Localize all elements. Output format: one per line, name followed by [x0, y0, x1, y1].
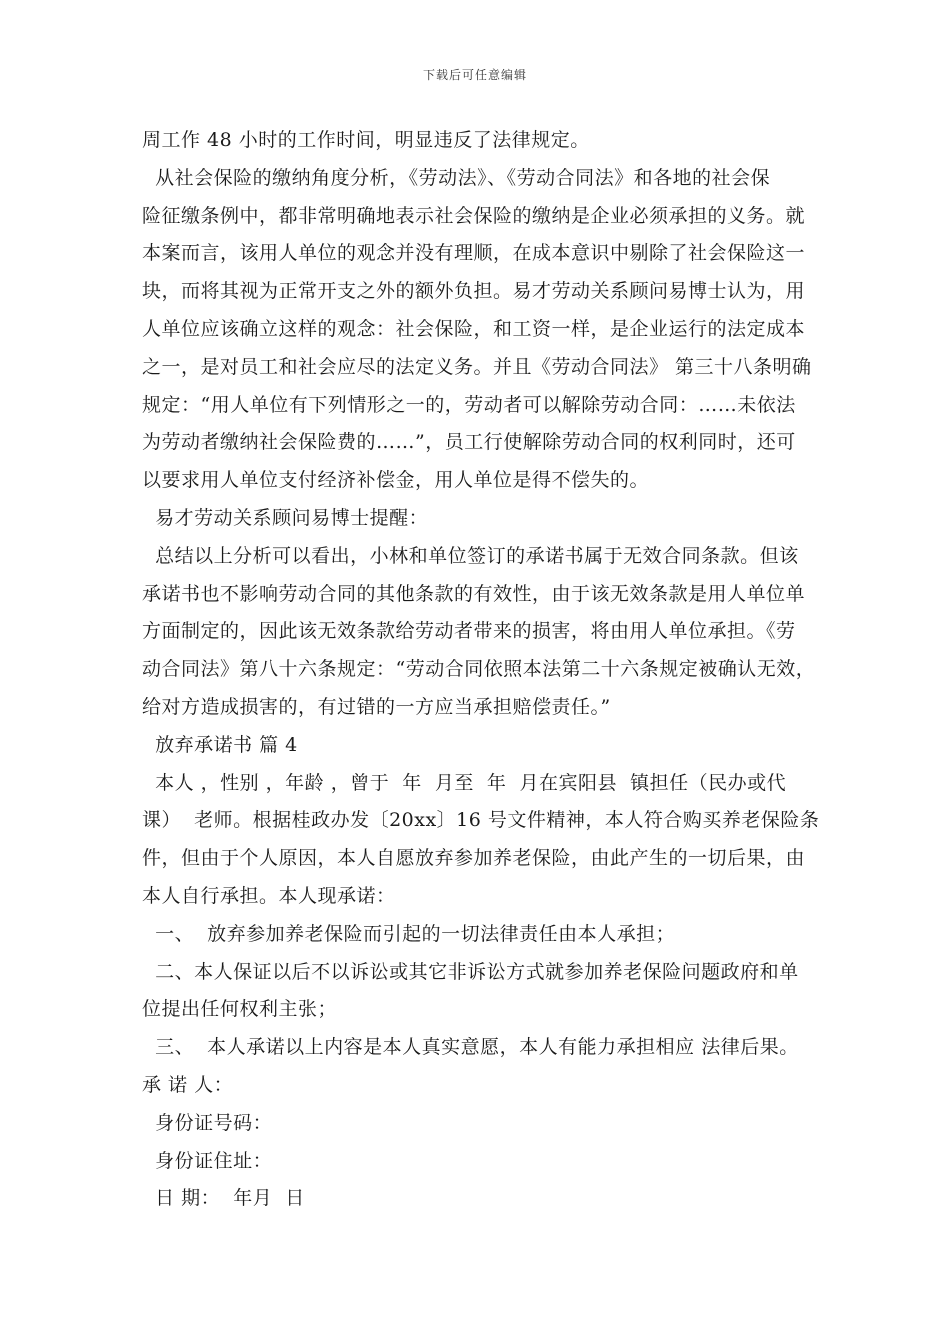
text-line: 本人 ，性别 ，年龄 ，曾于 年 月至 年 月在宾阳县 镇担任（民办或代	[142, 771, 787, 794]
text-line: 为劳动者缴纳社会保险费的……”，员工行使解除劳动合同的权利同时，还可	[142, 431, 796, 454]
text-line: 课） 老师。根据桂政办发〔20xx〕16 号文件精神，本人符合购买养老保险条	[142, 809, 820, 832]
text-line: 动合同法》第八十六条规定：“劳动合同依照本法第二十六条规定被确认无效，	[142, 658, 816, 681]
text-line: 方面制定的，因此该无效条款给劳动者带来的损害，将由用人单位承担。《劳	[142, 620, 796, 643]
text-line: 给对方造成损害的，有过错的一方应当承担赔偿责任。”	[142, 695, 611, 718]
text-line: 以要求用人单位支付经济补偿金，用人单位是得不偿失的。	[142, 469, 650, 492]
section-title: 放弃承诺书 篇 4	[142, 733, 298, 756]
text-line: 承诺书也不影响劳动合同的其他条款的有效性，由于该无效条款是用人单位单	[142, 582, 806, 605]
pledge-item: 一、 放弃参加养老保险而引起的一切法律责任由本人承担；	[142, 922, 676, 945]
id-number-label: 身份证号码：	[142, 1111, 273, 1134]
text-line: 人单位应该确立这样的观念：社会保险，和工资一样，是企业运行的法定成本	[142, 317, 806, 340]
text-line: 规定：“用人单位有下列情形之一的，劳动者可以解除劳动合同：……未依法	[142, 393, 796, 416]
text-line: 险征缴条例中，都非常明确地表示社会保险的缴纳是企业必须承担的义务。就	[142, 204, 806, 227]
text-line: 周工作 48 小时的工作时间，明显违反了法律规定。	[142, 129, 590, 151]
text-line: 本案而言，该用人单位的观念并没有理顺，在成本意识中剔除了社会保险这一	[142, 242, 806, 265]
date-label: 日 期： 年月 日	[142, 1187, 305, 1210]
text-line: 总结以上分析可以看出，小林和单位签订的承诺书属于无效合同条款。但该	[142, 544, 799, 567]
signer-label: 承 诺 人：	[142, 1073, 234, 1096]
section-heading: 易才劳动关系顾问易博士提醒：	[142, 506, 429, 529]
document-body	[142, 122, 822, 1218]
pledge-item: 三、 本人承诺以上内容是本人真实意愿，本人有能力承担相应 法律后果。	[142, 1036, 799, 1059]
text-line: 位提出任何权利主张；	[142, 998, 338, 1021]
text-line: 件，但由于个人原因，本人自愿放弃参加养老保险，由此产生的一切后果，由	[142, 847, 806, 870]
id-address-label: 身份证住址：	[142, 1149, 273, 1172]
text-line: 块，而将其视为正常开支之外的额外负担。易才劳动关系顾问易博士认为，用	[142, 280, 806, 303]
text-line: 之一，是对员工和社会应尽的法定义务。并且《劳动合同法》 第三十八条明确	[142, 355, 812, 378]
page-header-note: 下载后可任意编辑	[422, 68, 527, 82]
pledge-item: 二、本人保证以后不以诉讼或其它非诉讼方式就参加养老保险问题政府和单	[142, 960, 799, 983]
text-line: 本人自行承担。本人现承诺：	[142, 884, 396, 907]
text-line: 从社会保险的缴纳角度分析，《劳动法》、《劳动合同法》和各地的社会保	[142, 166, 771, 189]
